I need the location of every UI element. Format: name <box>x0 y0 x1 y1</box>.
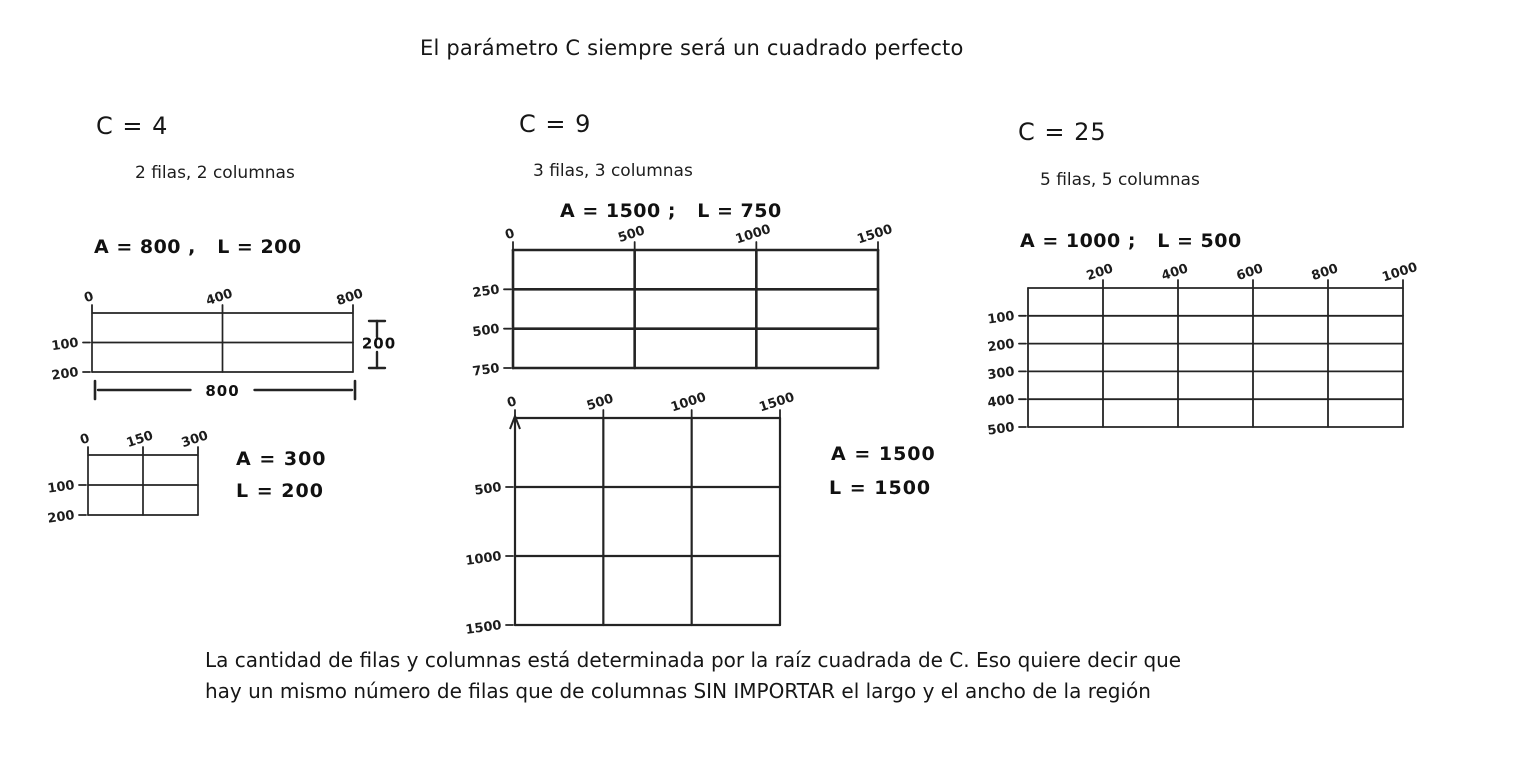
tick-label: 200 <box>50 365 80 384</box>
tick-label: 800 <box>1309 261 1341 284</box>
tick-label: 400 <box>1159 261 1191 284</box>
tick-label: 250 <box>471 282 501 302</box>
grid-c25 <box>980 256 1427 445</box>
grid-svg <box>457 388 804 639</box>
tick-label: 1000 <box>669 389 709 416</box>
tick-label: 0 <box>505 394 519 412</box>
tick-label: 500 <box>471 321 501 341</box>
params-label-c9: A = 1500 ; L = 750 <box>560 200 782 222</box>
tick-label: 1500 <box>757 389 797 416</box>
footer-line-2: hay un mismo número de filas que de columnas SIN IMPORTAR el largo y el ancho de la región <box>205 679 1151 703</box>
tick-label: 1500 <box>855 221 895 248</box>
page-title: El parámetro C siempre será un cuadrado perfecto <box>420 36 964 60</box>
grid-svg <box>47 283 417 414</box>
tick-label: 600 <box>1234 261 1266 284</box>
tick-label: 300 <box>986 364 1016 384</box>
tick-label: 150 <box>124 428 156 451</box>
tick-label: 800 <box>205 382 240 400</box>
tick-label: 500 <box>986 420 1016 439</box>
grid-c9-square <box>457 388 804 643</box>
grid-c9-wide <box>465 220 902 386</box>
tick-label: 0 <box>78 431 92 449</box>
tick-label: 300 <box>179 428 211 451</box>
section-heading-c4: C = 4 <box>96 112 169 140</box>
grid-svg <box>48 427 222 529</box>
tick-label: 100 <box>48 478 76 497</box>
section-subheading-c9: 3 filas, 3 columnas <box>533 161 693 181</box>
footer-line-1: La cantidad de filas y columnas está determinada por la raíz cuadrada de C. Eso quiere decir que <box>205 648 1182 672</box>
tick-label: 1500 <box>464 618 503 638</box>
tick-label: 500 <box>473 480 503 499</box>
tick-label: 400 <box>986 392 1016 411</box>
tick-label: 200 <box>48 508 76 527</box>
grid-c4-small <box>48 427 222 533</box>
tick-label: 1000 <box>733 221 773 248</box>
tick-label: 0 <box>82 289 96 307</box>
tick-label: 800 <box>334 286 366 309</box>
area-label-c4-small: A = 300 <box>236 448 327 470</box>
tick-label: 1000 <box>1380 259 1420 286</box>
grid-svg <box>980 256 1427 441</box>
section-heading-c25: C = 25 <box>1018 118 1107 146</box>
tick-label: 200 <box>361 334 397 353</box>
tick-label: 750 <box>471 361 501 380</box>
length-label-c4-small: L = 200 <box>236 480 324 502</box>
tick-label: 0 <box>503 226 517 244</box>
tick-label: 200 <box>986 336 1016 356</box>
tick-label: 100 <box>50 335 80 355</box>
grid-svg <box>465 220 902 382</box>
footer-paragraph <box>205 645 1305 707</box>
tick-label: 400 <box>204 286 235 309</box>
tick-label: 100 <box>986 308 1016 328</box>
tick-label: 1000 <box>464 549 503 569</box>
tick-label: 500 <box>616 223 647 246</box>
params-label-c4: A = 800 , L = 200 <box>94 236 302 258</box>
params-label-c25: A = 1000 ; L = 500 <box>1020 230 1242 252</box>
length-label-c9-square: L = 1500 <box>829 477 932 499</box>
grid-c4-main <box>47 283 417 418</box>
section-heading-c9: C = 9 <box>519 110 592 138</box>
tick-label: 200 <box>1084 261 1116 284</box>
section-subheading-c25: 5 filas, 5 columnas <box>1040 170 1200 190</box>
area-label-c9-square: A = 1500 <box>831 443 936 465</box>
section-subheading-c4: 2 filas, 2 columnas <box>135 163 295 183</box>
tick-label: 500 <box>585 391 616 414</box>
